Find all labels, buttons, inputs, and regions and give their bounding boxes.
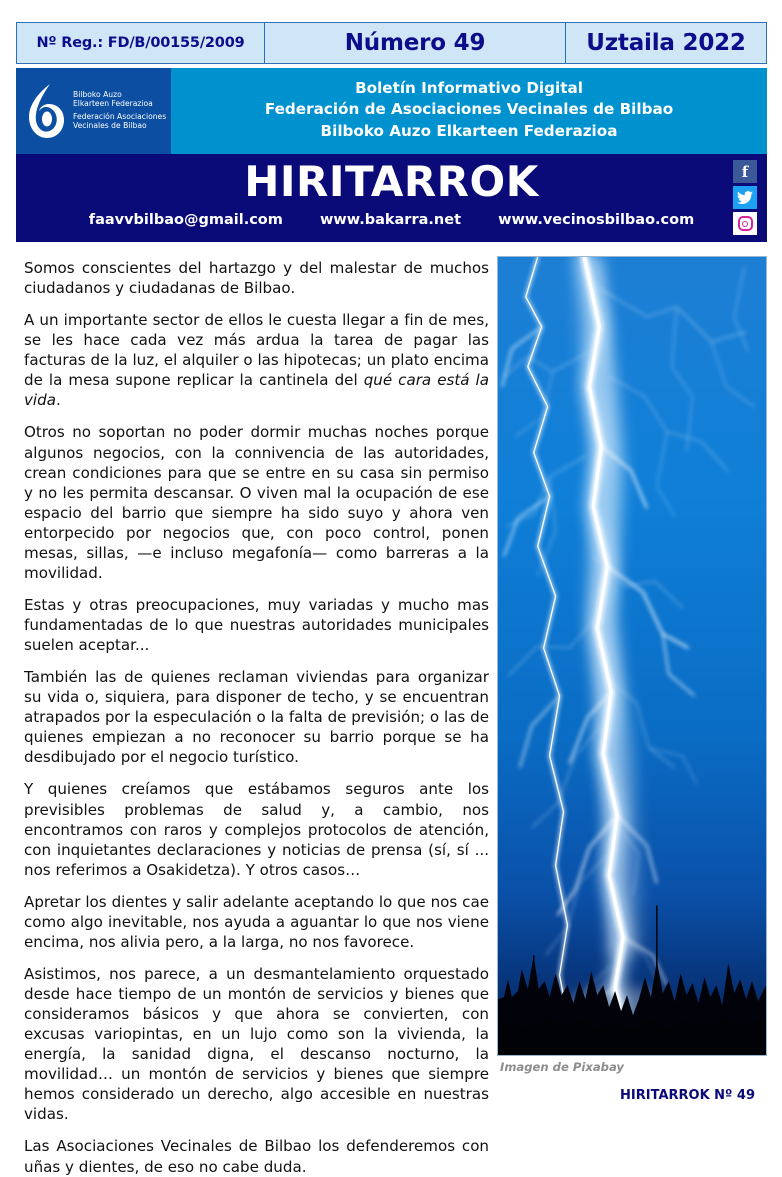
masthead-tagline (171, 68, 767, 154)
page-title: HIRITARROK (244, 157, 539, 206)
article-body (24, 258, 489, 1177)
tagline-line-3: Bilboko Auzo Elkarteen Federazioa (320, 121, 618, 140)
faavv-drop-logo-icon (26, 83, 66, 139)
masthead-meta-bar (16, 22, 767, 64)
issue-date: Uztaila 2022 (586, 30, 746, 56)
website-link-bakarra[interactable]: www.bakarra.net (319, 212, 461, 228)
contact-links (16, 212, 767, 228)
paragraph: Asistimos, nos parece, a un desmantelamiento orquestado desde hace tiempo de un montón de servicios y bienes que consideramos básicos y que ahora se convierten, con excusas variopintas, en un lujo como son la vivienda, la energía, la sanidad digna, el descanso nocturno, la movilidad… un montón de servicios y bienes que siempre hemos considerado un derecho, algo accesible en nuestras vidas. (24, 964, 489, 1124)
photo-caption: Imagen de Pixabay (500, 1060, 624, 1074)
email-link[interactable]: faavvbilbao@gmail.com (88, 212, 283, 228)
paragraph: Y quienes creíamos que estábamos seguros ante los previsibles problemas de salud y, a cambio, nos encontramos con raros y complejos protocolos de atención, con inquietantes declaraciones y noticias de prensa (sí, sí ... nos referimos a Osakidetza). Y otros casos… (24, 780, 489, 879)
paragraph: También las de quienes reclaman viviendas para organizar su vida o, siquiera, para disponer de techo, y se encuentran atrapados por la especulación o la falta de previsión; o las de quienes empiezan a no reconocer su barrio porque se ha desdibujado por el negocio turístico. (24, 668, 489, 767)
logo-line-es-2: Vecinales de Bilbao (73, 120, 147, 130)
emphasis-text: qué cara está la vida (24, 371, 489, 410)
paragraph: Estas y otras preocupaciones, muy variadas y mucho mas fundamentadas de lo que nuestras autoridades municipales suelen aceptar... (24, 595, 489, 655)
paragraph-text-tail: . (55, 391, 61, 410)
organization-logo (16, 68, 171, 154)
paragraph-text: A un importante sector de ellos le cuesta llegar a fin de mes, se les hace cada vez más ardua la tarea de pagar las facturas de la luz, el alquiler o las hipotecas; un plato encima de la mesa supone replicar la cantinela del (24, 311, 489, 390)
publication-title-block (16, 154, 767, 242)
logo-line-es-1: Federación Asociaciones (73, 112, 167, 121)
issue-number: Número 49 (265, 23, 566, 63)
paragraph: Apretar los dientes y salir adelante aceptando lo que nos cae como algo inevitable, nos ayuda a aguantar lo que nos viene encima, nos alivia pero, a la larga, no nos favorece. (24, 892, 489, 951)
logo-wordmark (73, 91, 166, 131)
paragraph: Otros no soportan no poder dormir muchas noches porque algunos negocios, con la connivencia de las autoridades, crean condiciones para que se entre en su casa sin permiso y no les permita descansar. O viven mal la ocupación de ese espacio del barrio que siempre ha sido suyo y ahora ven entorpecido por negocios que, con poco control, ponen mesas, sillas, —e incluso megafonía— como barreras a la movilidad. (24, 423, 489, 582)
social-links (733, 160, 759, 235)
paragraph: Las Asociaciones Vecinales de Bilbao los defenderemos con uñas y dientes, de eso no cabe duda. (24, 1137, 489, 1176)
tagline-line-2: Federación de Asociaciones Vecinales de Bilbao (264, 100, 674, 119)
facebook-icon[interactable]: f (733, 160, 757, 183)
website-link-vecinosbilbao[interactable]: www.vecinosbilbao.com (498, 212, 695, 228)
page-footer: HIRITARROK Nº 49 (620, 1088, 755, 1103)
twitter-icon[interactable] (733, 186, 757, 209)
instagram-icon[interactable] (733, 212, 757, 235)
tagline-line-1: Boletín Informativo Digital (355, 78, 583, 97)
paragraph (24, 310, 489, 410)
lightning-photo (497, 256, 767, 1056)
masthead-banner (16, 68, 767, 154)
registration-number: Nº Reg.: FD/B/00155/2009 (17, 23, 265, 63)
paragraph: Somos conscientes del hartazgo y del malestar de muchos ciudadanos y ciudadanas de Bilbao. (24, 259, 489, 298)
logo-line-eu-2: Elkarteen Federazioa (73, 99, 153, 109)
logo-line-eu-1: Bilboko Auzo (73, 90, 122, 100)
